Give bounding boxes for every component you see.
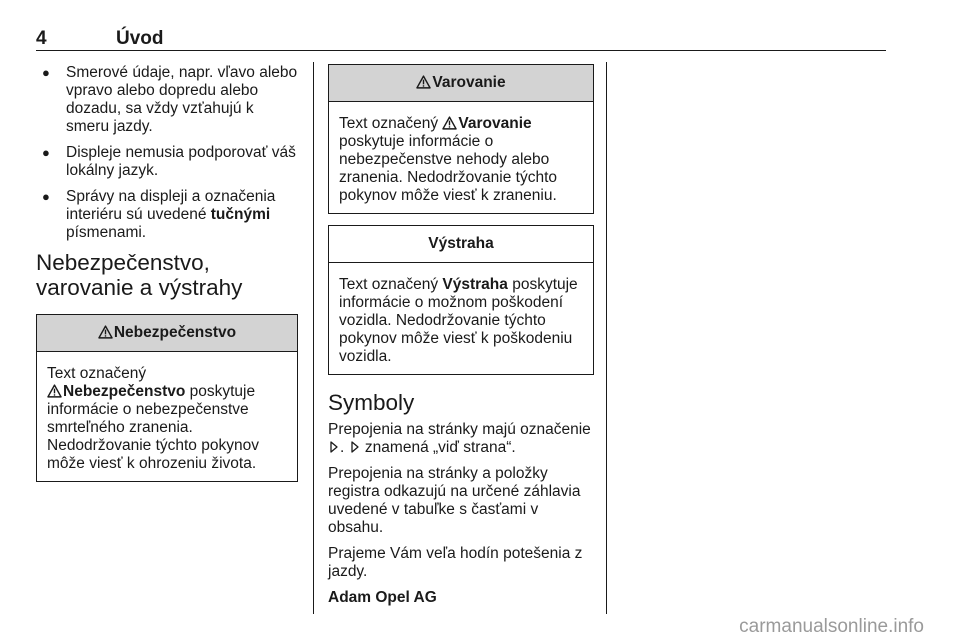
bullet-text-before: Správy na displeji a označenia interiéru sú uvedené bbox=[66, 188, 276, 223]
bullet-text-bold: tučnými bbox=[210, 206, 271, 223]
section-title: Nebezpečenstvo, varovanie a výstrahy bbox=[36, 250, 243, 300]
warning-box-header bbox=[329, 65, 593, 102]
list-item bbox=[36, 144, 298, 180]
paragraph: Prepojenia na stránky a položky registra odkazujú na určené záhlavia uvedené v tabuľke s časťami v obsahu. bbox=[328, 465, 581, 536]
signature: Adam Opel AG bbox=[328, 589, 437, 606]
warning-text-before: Text označený bbox=[339, 115, 443, 132]
column-divider-right bbox=[606, 62, 607, 614]
warning-triangle-icon bbox=[47, 384, 62, 398]
symbols-text-after: znamená „viď strana“. bbox=[360, 439, 516, 456]
left-column bbox=[36, 64, 298, 493]
bullet-dot: ● bbox=[42, 189, 50, 204]
caution-box bbox=[328, 225, 594, 375]
danger-box bbox=[36, 314, 298, 482]
danger-text-bold: Nebezpečenstvo bbox=[63, 383, 186, 400]
symbols-text-middle: . bbox=[340, 439, 349, 456]
watermark: carmanualsonline.info bbox=[739, 616, 924, 637]
bullet-text: Displeje nemusia podporovať váš lokálny jazyk. bbox=[66, 144, 296, 179]
warning-box bbox=[328, 64, 594, 214]
warning-triangle-icon bbox=[442, 116, 457, 130]
page-number: 4 bbox=[36, 28, 47, 49]
symbols-text-before: Prepojenia na stránky majú označenie bbox=[328, 421, 591, 438]
bullet-text: Smerové údaje, napr. vľavo alebo vpravo alebo dopredu alebo dozadu, sa vždy vzťahujú k smeru jazdy. bbox=[66, 64, 298, 135]
caution-text-after: poskytuje informácie o možnom poškodení vozidla. Nedodržovanie týchto pokynov môže viesť k poškodeniu vozidla. bbox=[339, 276, 578, 365]
symbols-paragraph bbox=[328, 421, 594, 457]
warning-text-after: poskytuje informácie o nebezpečenstve nehody alebo zranenia. Nedodržovanie týchto pokynov môže viesť k zraneniu. bbox=[339, 133, 557, 204]
symbols-title: Symboly bbox=[328, 390, 415, 415]
paragraph: Prajeme Vám veľa hodín potešenia z jazdy. bbox=[328, 545, 583, 580]
caution-box-header bbox=[329, 226, 593, 263]
list-item bbox=[36, 188, 298, 242]
caution-box-body bbox=[329, 263, 593, 374]
warning-box-body bbox=[329, 102, 593, 213]
danger-text-after: poskytuje informácie o nebezpečenstve smrteľného zranenia. Nedodržovanie týchto pokynov môže viesť k ohrozeniu života. bbox=[47, 383, 259, 472]
column-divider-left bbox=[313, 62, 314, 614]
list-item bbox=[36, 64, 298, 136]
page-reference-arrow-icon bbox=[330, 441, 338, 453]
danger-text-before: Text označený bbox=[47, 365, 147, 382]
right-column bbox=[328, 64, 594, 615]
bullet-dot: ● bbox=[42, 65, 50, 80]
warning-box-title: Varovanie bbox=[432, 74, 506, 91]
warning-text-bold: Varovanie bbox=[458, 115, 532, 132]
bullet-dot: ● bbox=[42, 145, 50, 160]
caution-text-bold: Výstraha bbox=[442, 276, 508, 293]
danger-box-body bbox=[37, 352, 297, 481]
page-reference-arrow-icon bbox=[351, 441, 359, 453]
danger-box-title: Nebezpečenstvo bbox=[113, 324, 237, 341]
caution-box-title: Výstraha bbox=[428, 235, 494, 252]
warning-triangle-icon bbox=[98, 325, 113, 339]
warning-triangle-icon bbox=[416, 75, 431, 89]
caution-text-before: Text označený bbox=[339, 276, 443, 293]
page-header bbox=[36, 28, 886, 51]
chapter-title: Úvod bbox=[116, 28, 164, 49]
bullet-text-after: písmenami. bbox=[66, 224, 147, 241]
danger-box-header bbox=[37, 315, 297, 352]
bullet-list bbox=[36, 64, 298, 242]
